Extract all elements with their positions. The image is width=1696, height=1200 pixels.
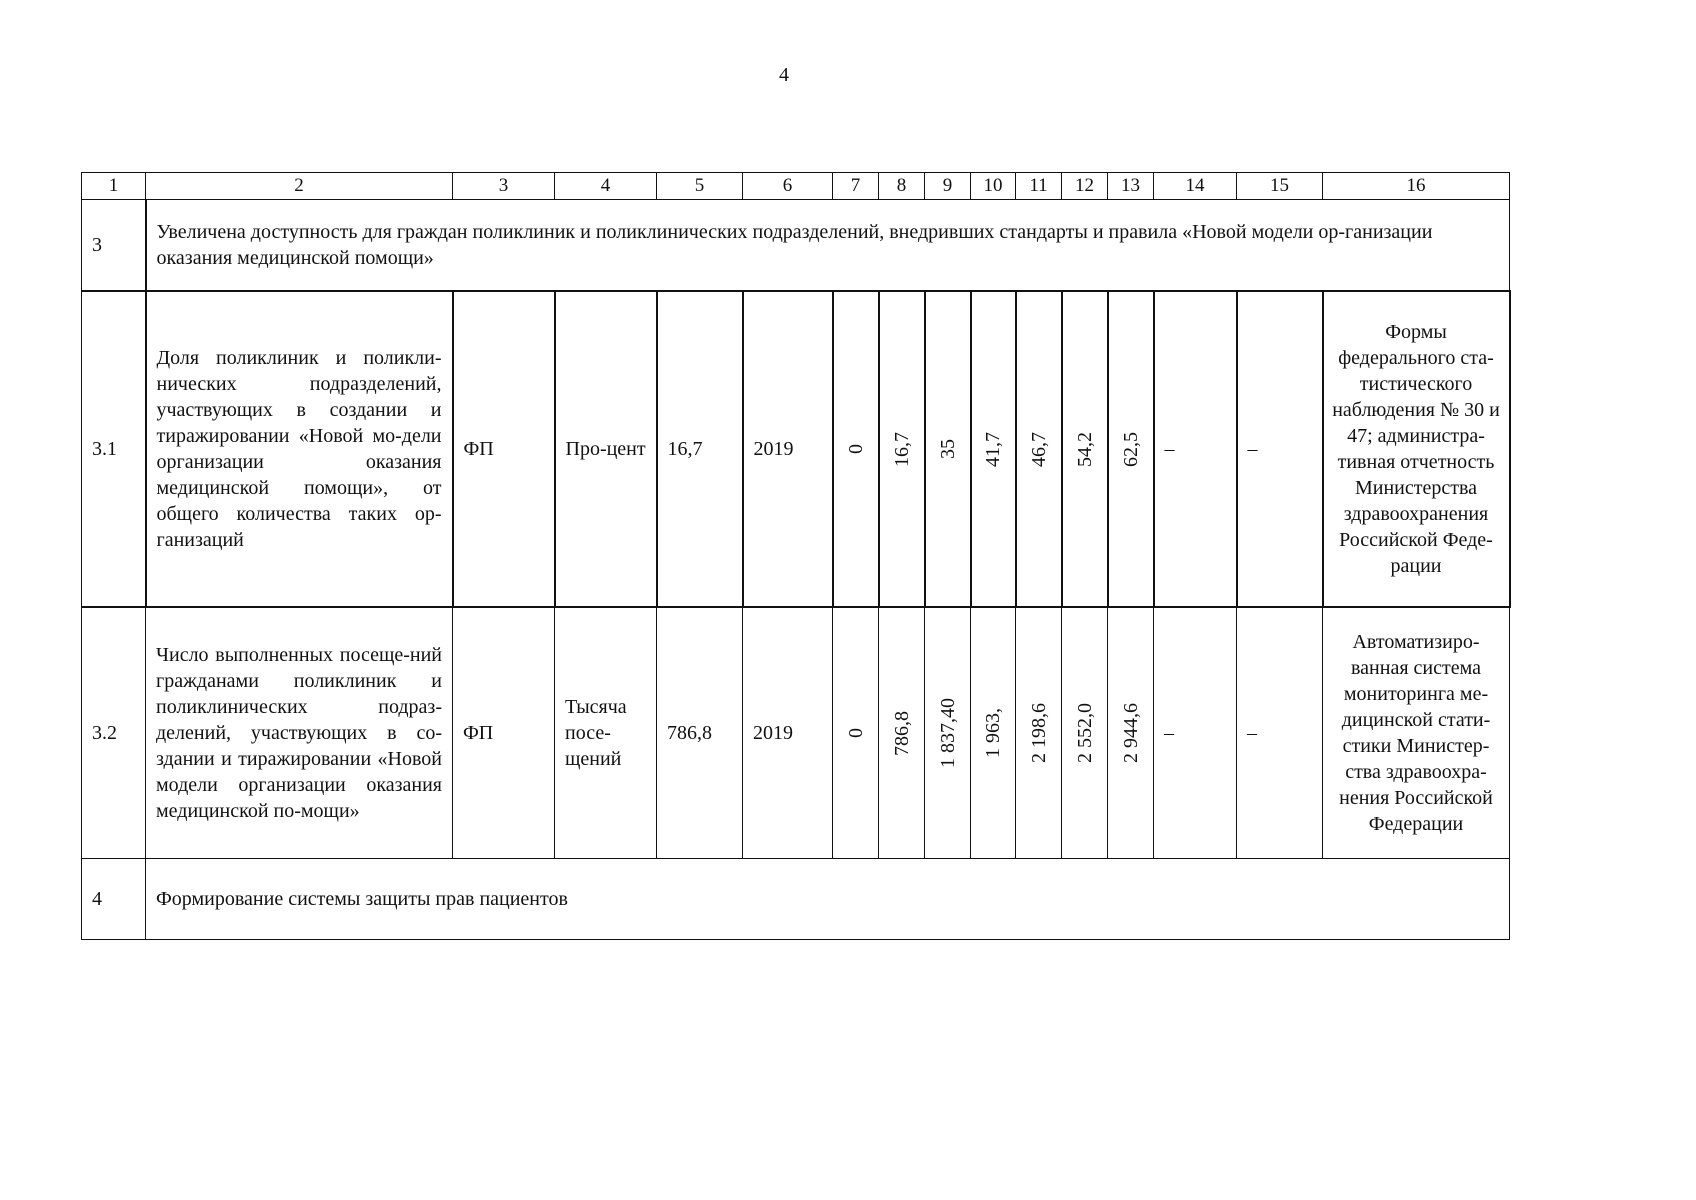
indicator-description: Доля поликлиник и поликли-нических подразделений, участвующих в создании и тиражировании «Новой мо-дели организации оказания медицинской помощи», от общего количества таких ор-ганизаций [146, 291, 453, 607]
column-number: 15 [1237, 173, 1323, 200]
table-row [82, 291, 1510, 607]
year-value: 2 552,0 [1073, 703, 1096, 763]
year-value: 41,7 [982, 431, 1004, 467]
column-number: 14 [1154, 173, 1237, 200]
year-value: 54,2 [1073, 431, 1096, 467]
column-15-value: – [1237, 607, 1323, 859]
indicator-description: Число выполненных посеще-ний гражданами поликлиник и поликлинических подраз-делений, участвующих в со-здании и тиражировании «Новой модели организации оказания медицинской по-мощи» [146, 607, 453, 859]
column-number: 1 [82, 173, 146, 200]
section-title: Формирование системы защиты прав пациентов [146, 859, 1510, 940]
column-number: 9 [925, 173, 971, 200]
year-value: 62,5 [1119, 431, 1142, 467]
data-source: Автоматизиро-ванная система мониторинга ме-дицинской стати-стики Министер-ства здравоохра-нения Российской Федерации [1323, 607, 1510, 859]
base-value: 16,7 [657, 291, 743, 607]
column-number: 16 [1323, 173, 1510, 200]
year-value: 46,7 [1027, 431, 1050, 467]
column-number: 6 [743, 173, 833, 200]
table-row [82, 607, 1510, 859]
year-value: 0 [844, 444, 867, 454]
column-numbers-row [82, 173, 1510, 200]
column-number: 2 [146, 173, 453, 200]
column-number: 3 [453, 173, 555, 200]
column-number: 5 [657, 173, 743, 200]
year-value: 35 [936, 439, 959, 459]
year-value: 2 944,6 [1119, 703, 1142, 763]
section-number: 3 [82, 200, 146, 292]
data-source: Формы федерального ста-тистического наблюдения № 30 и 47; администра-тивная отчетность Министерства здравоохранения Российской Феде-рации [1323, 291, 1510, 607]
section-number: 4 [82, 859, 146, 940]
year-value: 786,8 [890, 710, 913, 756]
row-number: 3.2 [82, 607, 146, 859]
year-value: 0 [844, 728, 867, 738]
column-number: 10 [971, 173, 1016, 200]
section-3-row [82, 200, 1510, 292]
base-year: 2019 [743, 291, 833, 607]
unit-of-measure: Про-цент [555, 291, 657, 607]
section-4-row [82, 859, 1510, 940]
indicator-type: ФП [453, 607, 555, 859]
column-15-value: – [1237, 291, 1323, 607]
column-number: 8 [879, 173, 925, 200]
column-number: 7 [833, 173, 879, 200]
column-14-value: – [1154, 291, 1237, 607]
column-number: 11 [1016, 173, 1062, 200]
section-title: Увеличена доступность для граждан поликлиник и поликлинических подразделений, внедривших стандарты и правила «Новой модели ор-ганизации оказания медицинской помощи» [146, 200, 1510, 292]
base-year: 2019 [743, 607, 833, 859]
column-number: 13 [1108, 173, 1154, 200]
base-value: 786,8 [657, 607, 743, 859]
column-number: 12 [1062, 173, 1108, 200]
unit-of-measure: Тысяча посе-щений [555, 607, 657, 859]
indicators-table [81, 172, 1511, 940]
row-number: 3.1 [82, 291, 146, 607]
year-value: 1 837,40 [936, 698, 959, 768]
column-number: 4 [555, 173, 657, 200]
year-value: 1 963, [982, 708, 1004, 758]
year-value: 2 198,6 [1027, 703, 1050, 763]
column-14-value: – [1154, 607, 1237, 859]
indicator-type: ФП [453, 291, 555, 607]
page-number: 4 [779, 64, 789, 86]
year-value: 16,7 [890, 431, 913, 467]
